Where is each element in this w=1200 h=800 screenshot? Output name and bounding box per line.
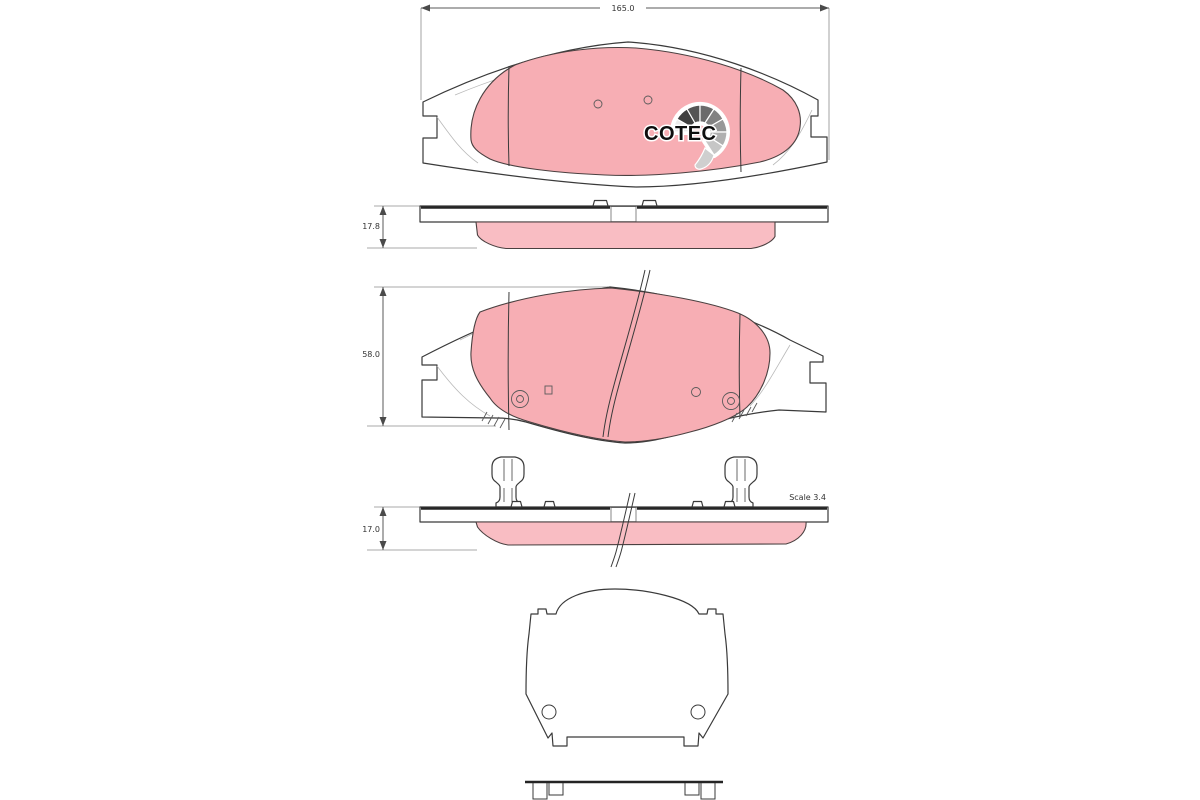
inner-pad-front-view [362,270,826,443]
plate-tab [511,502,522,508]
backplate-outline [526,589,728,746]
plate-tab [593,201,608,207]
plate-tab [692,502,703,508]
dimension-outer-thickness-label: 17.8 [362,222,380,231]
dimension-width-label: 165.0 [611,4,635,13]
plate-tab [544,502,555,508]
outer-pad-front-view [421,4,829,187]
scale-label: Scale 3.4 [789,493,826,502]
arrowhead [380,206,387,215]
arrowhead [820,5,829,12]
clip-tab [685,783,699,795]
arrowhead [380,417,387,426]
inner-pad-side-view [362,457,828,567]
arrowhead [421,5,430,12]
plate-tab [724,502,735,508]
wear-indicator-clip [492,457,524,507]
clip-tab [701,783,715,799]
clip-tab [533,783,547,799]
arrowhead [380,541,387,550]
outer-pad-side-view [362,201,828,249]
dimension-height-label: 58.0 [362,350,380,359]
plate-joint [611,207,636,222]
dimension-inner-thickness-label: 17.0 [362,525,380,534]
friction-material-side [476,222,775,249]
backplate-rear-view [526,589,728,746]
clip-tab [549,783,563,795]
wear-indicator-clip [725,457,757,507]
arrowhead [380,239,387,248]
logo-text: COTEC [644,123,717,145]
friction-material-side [476,522,806,545]
friction-material [471,48,801,176]
plate-tab [642,201,657,207]
arrowhead [380,287,387,296]
backplate-bottom-view [525,782,723,799]
arrowhead [380,507,387,516]
